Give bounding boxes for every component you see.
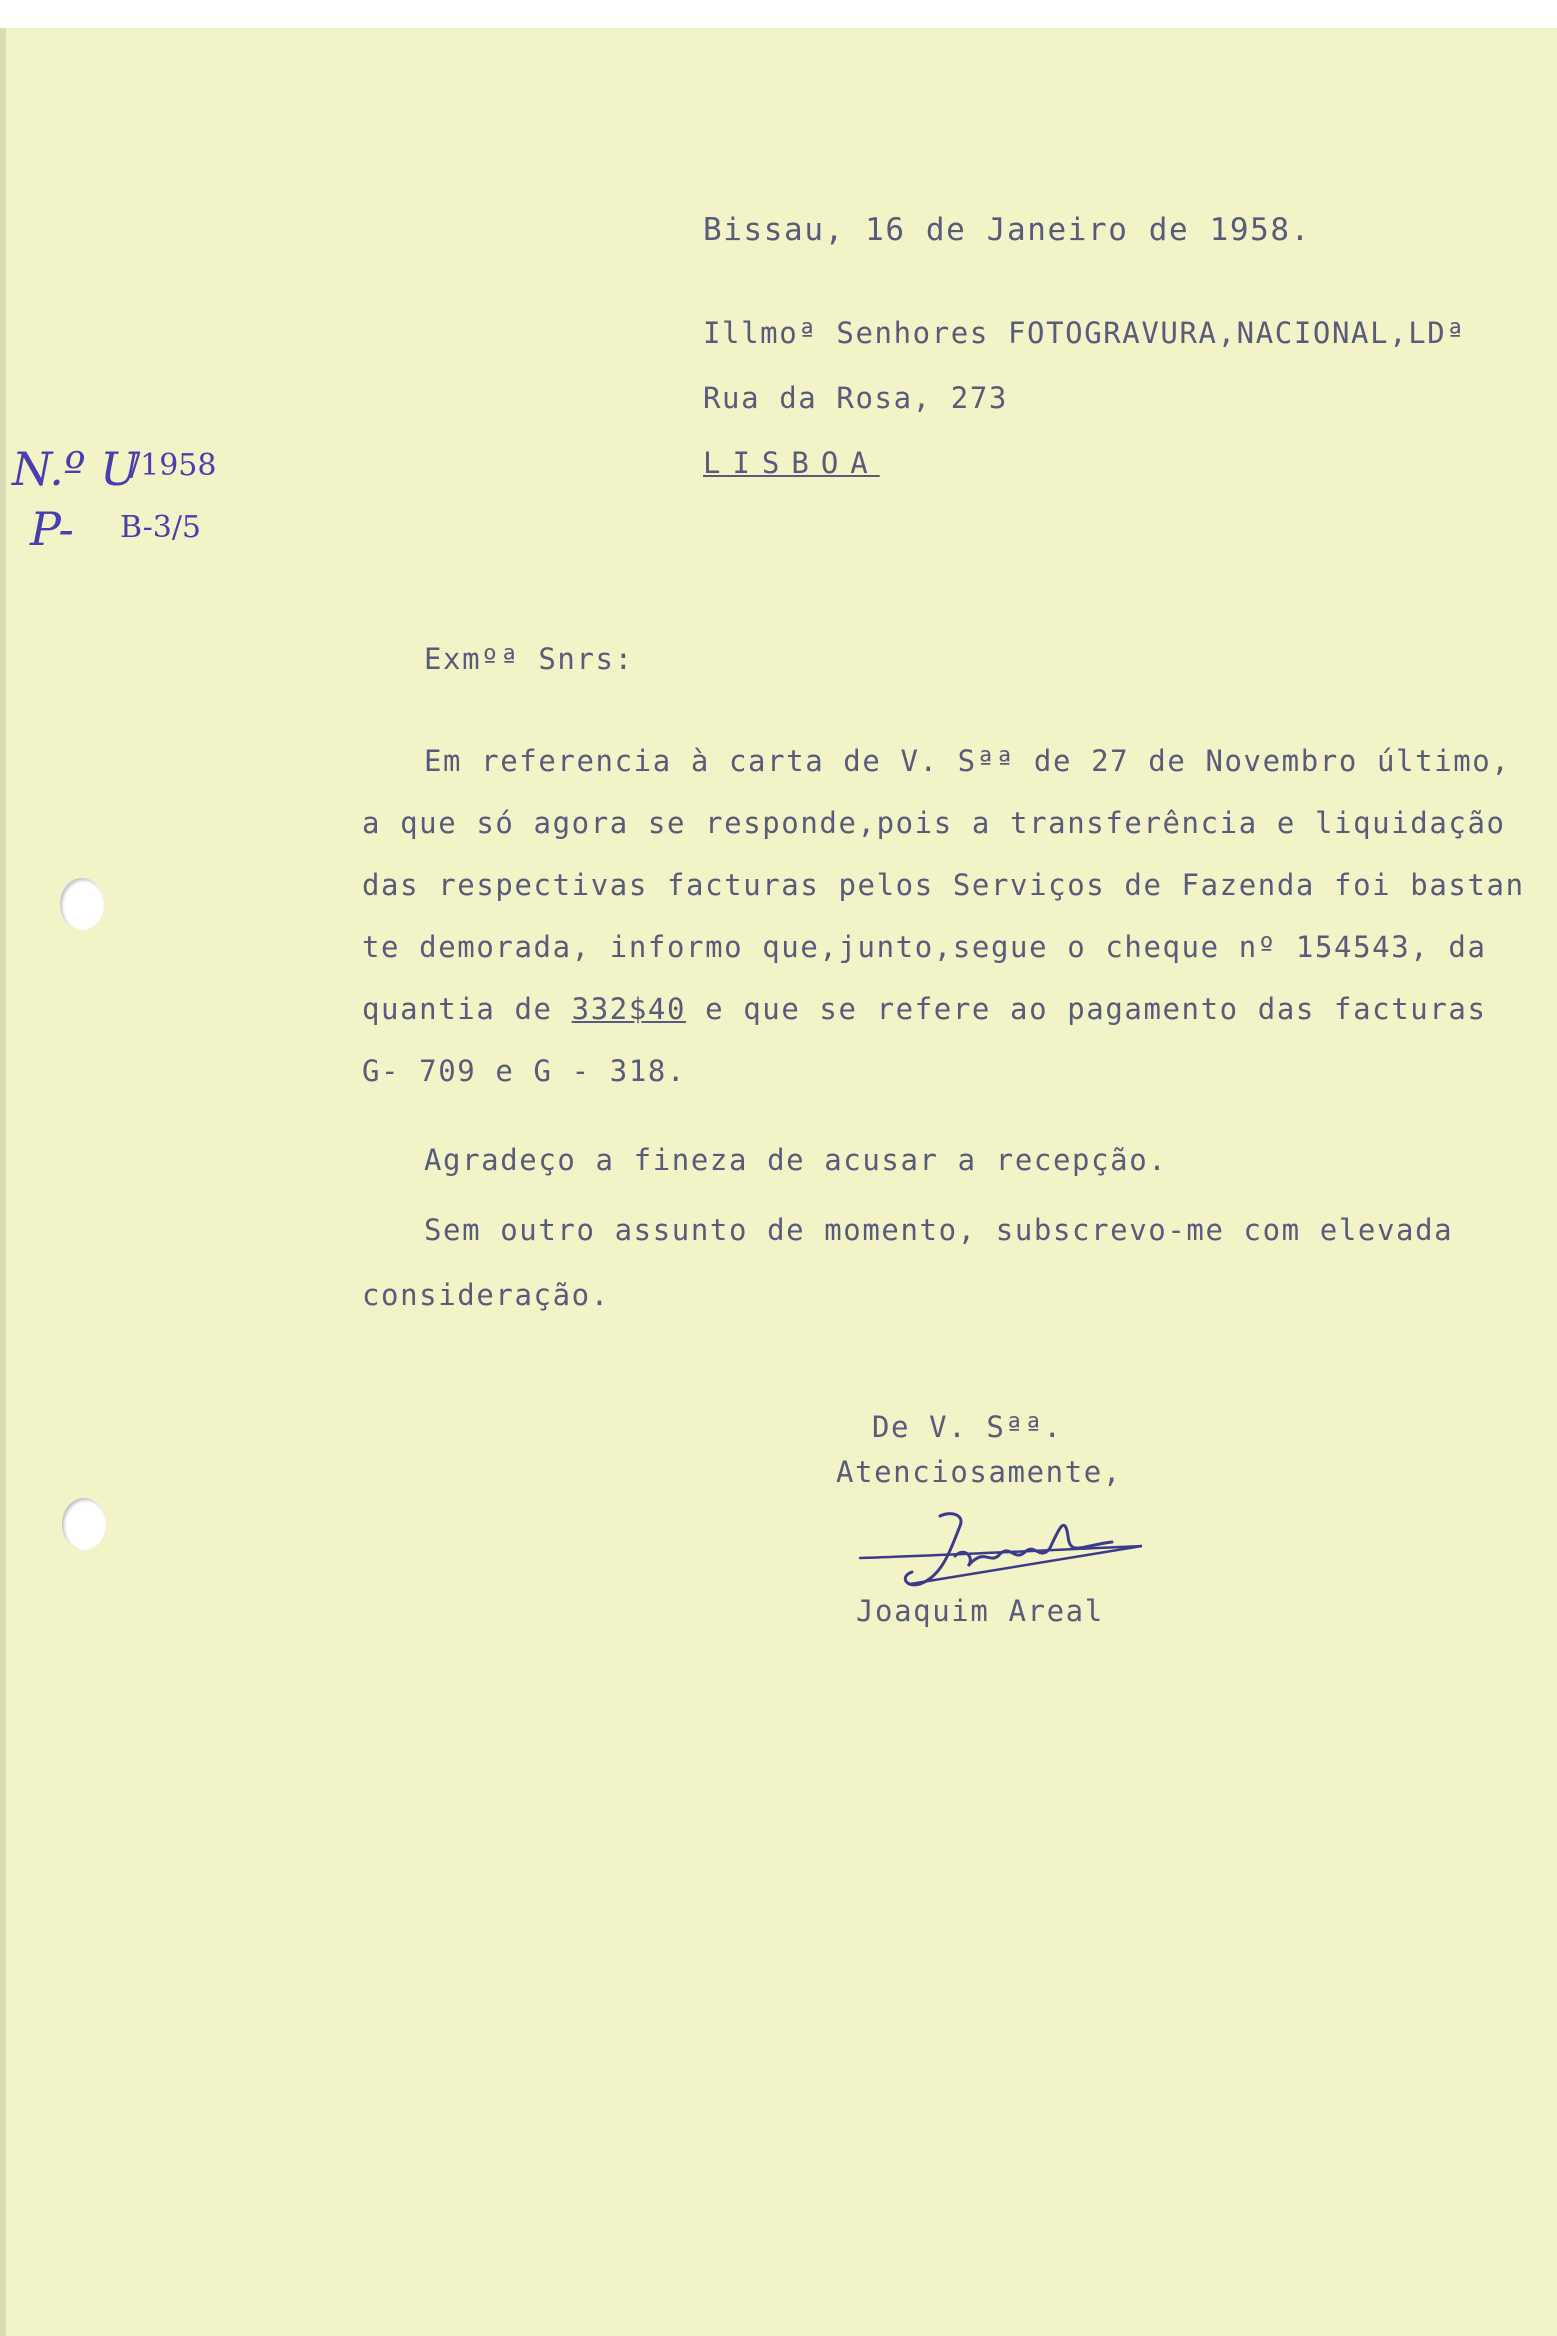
salutation: Exmºª Snrs: [424, 642, 634, 676]
recipient-city: LISBOA [703, 446, 880, 480]
paragraph-1-line-3: das respectivas facturas pelos Serviços de Fazenda foi bastan [362, 868, 1525, 902]
recipient-line-1: Illmoª Senhores FOTOGRAVURA,NACIONAL,LDª [703, 316, 1466, 350]
punch-hole-top [60, 878, 104, 930]
annotation-year: /1958 [130, 448, 217, 483]
paragraph-2: Agradeço a fineza de acusar a recepção. [424, 1143, 1168, 1177]
closing-line-1: De V. Sªª. [872, 1410, 1063, 1444]
annotation-p-mark: P- [30, 502, 74, 556]
paragraph-1-line-1: Em referencia à carta de V. Sªª de 27 de Novembro último, [424, 744, 1511, 778]
recipient-line-2: Rua da Rosa, 273 [703, 381, 1008, 415]
date-line: Bissau, 16 de Janeiro de 1958. [703, 212, 1311, 248]
paragraph-1-line-2: a que só agora se responde,pois a transferência e liquidação [362, 806, 1506, 840]
amount-suffix: e que se refere ao pagamento das facturas [686, 992, 1487, 1026]
paragraph-3-line-2: consideração. [362, 1278, 610, 1312]
annotation-reference: B-3/5 [120, 510, 202, 545]
sheet-edge [0, 28, 6, 2336]
cheque-amount: 332$40 [571, 992, 687, 1026]
closing-line-2: Atenciosamente, [836, 1455, 1122, 1489]
signatory-name: Joaquim Areal [856, 1594, 1104, 1628]
paragraph-1-line-5 [362, 992, 1487, 1026]
paragraph-1-line-6: G- 709 e G - 318. [362, 1054, 687, 1088]
amount-prefix: quantia de [362, 992, 572, 1026]
paragraph-1-line-4: te demorada, informo que,junto,segue o cheque nº 154543, da [362, 930, 1487, 964]
letter-sheet [0, 28, 1557, 2336]
paragraph-3-line-1: Sem outro assunto de momento, subscrevo-me com elevada [424, 1213, 1454, 1247]
annotation-number-mark: N.º U [12, 442, 139, 496]
punch-hole-bottom [62, 1498, 106, 1550]
